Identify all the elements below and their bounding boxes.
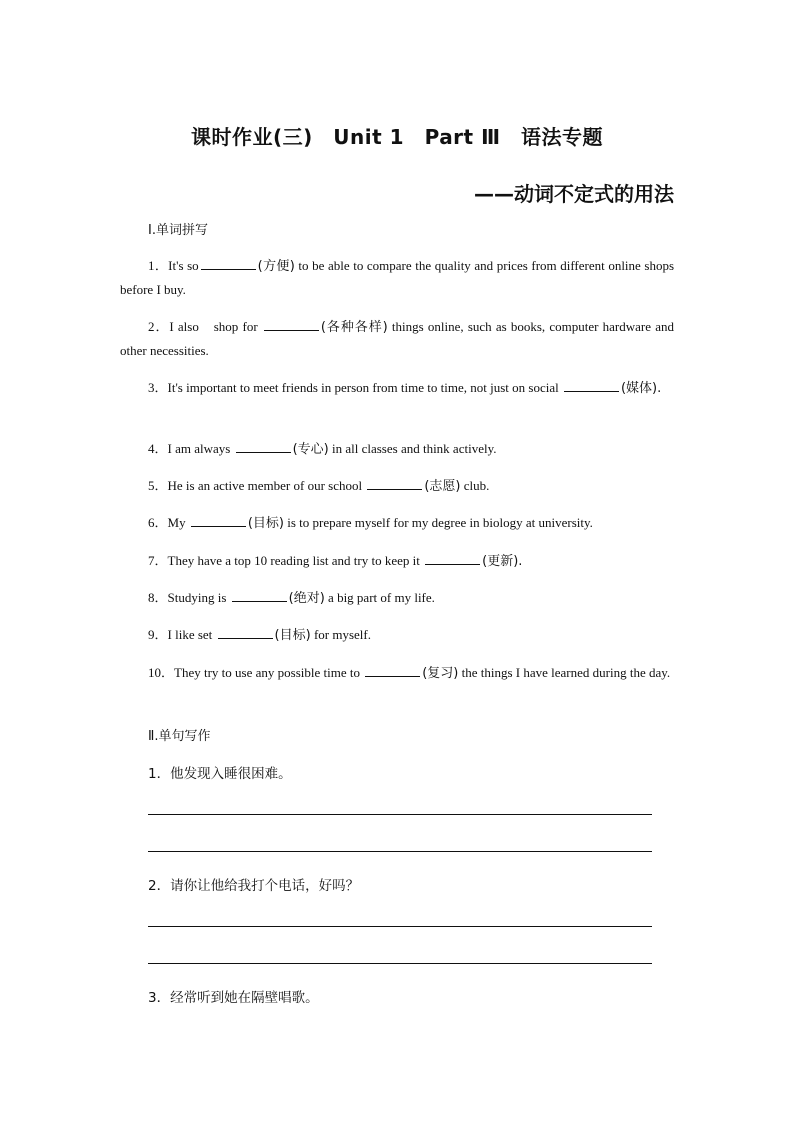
question-number: 7．: [148, 553, 168, 568]
question-number: 4．: [148, 441, 168, 456]
answer-blank[interactable]: [367, 475, 422, 490]
question-number: 9．: [148, 627, 168, 642]
writing-question-2: 2．请你让他给我打个电话，好吗？: [148, 878, 360, 894]
question-number: 1．: [148, 258, 169, 273]
spelling-question-6: 6．My (目标) is to prepare myself for my degree in biology at university.: [120, 511, 674, 535]
question-number: 10．: [148, 665, 175, 680]
answer-line[interactable]: [148, 814, 652, 815]
answer-blank[interactable]: [236, 438, 291, 453]
spelling-question-5: 5．He is an active member of our school (志愿) club.: [120, 474, 674, 498]
question-number: 8．: [148, 590, 168, 605]
writing-question-1: 1．他发现入睡很困难。: [148, 766, 292, 782]
answer-blank[interactable]: [564, 377, 619, 392]
question-number: 3．: [148, 380, 168, 395]
answer-line[interactable]: [148, 851, 652, 852]
writing-question-3: 3．经常听到她在隔壁唱歌。: [148, 990, 319, 1006]
section-heading-writing: Ⅱ.单句写作: [148, 729, 211, 744]
question-number: 5．: [148, 478, 168, 493]
question-number: 2．: [148, 319, 170, 334]
question-number: 1．: [148, 766, 171, 782]
answer-blank[interactable]: [365, 662, 420, 677]
answer-line[interactable]: [148, 963, 652, 964]
spelling-question-4: 4．I am always (专心) in all classes and think actively.: [120, 437, 674, 461]
answer-blank[interactable]: [264, 316, 319, 331]
spelling-question-8: 8．Studying is (绝对) a big part of my life.: [120, 586, 674, 610]
answer-blank[interactable]: [218, 624, 273, 639]
answer-blank[interactable]: [191, 512, 246, 527]
spelling-question-9: 9．I like set (目标) for myself.: [120, 623, 674, 647]
page-subtitle: ——动词不定式的用法: [474, 182, 674, 206]
answer-blank[interactable]: [425, 550, 480, 565]
answer-blank[interactable]: [201, 255, 256, 270]
answer-blank[interactable]: [232, 587, 287, 602]
question-number: 2．: [148, 878, 171, 894]
section-heading-spelling: Ⅰ.单词拼写: [148, 223, 208, 238]
question-number: 3．: [148, 990, 171, 1006]
question-number: 6．: [148, 515, 168, 530]
spelling-question-7: 7．They have a top 10 reading list and try to keep it (更新).: [120, 549, 674, 573]
spelling-question-2: 2．I also shop for (各种各样) things online, such as books, computer hardware and other necessities.: [120, 315, 674, 362]
page-title: 课时作业(三) Unit 1 Part Ⅲ 语法专题: [191, 125, 603, 149]
spelling-question-3: 3．It's important to meet friends in person from time to time, not just on social (媒体).: [120, 376, 674, 400]
spelling-question-10: 10．They try to use any possible time to (复习) the things I have learned during the day.: [120, 661, 674, 685]
answer-line[interactable]: [148, 926, 652, 927]
spelling-question-1: 1．It's so (方便) to be able to compare the quality and prices from different online shops before I buy.: [120, 254, 674, 301]
